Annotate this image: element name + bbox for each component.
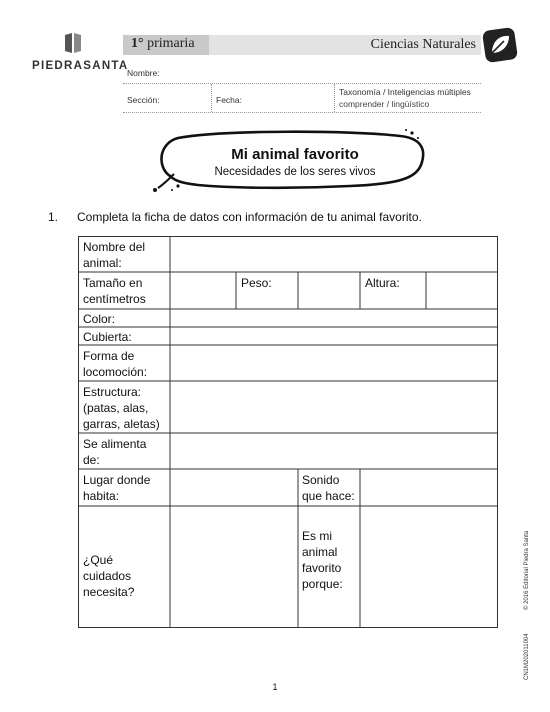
activity-subtitle: Necesidades de los seres vivos bbox=[214, 166, 376, 178]
locomotion-field-label: Forma de locomoción: bbox=[83, 349, 148, 379]
topic-label: Taxonomía / Inteligencias múltiples bbox=[339, 87, 471, 97]
care-field-label: ¿Qué cuidados necesita? bbox=[83, 553, 135, 599]
height-field-label: Altura: bbox=[365, 276, 400, 290]
page-number: 1 bbox=[272, 682, 278, 692]
date-label: Fecha: bbox=[216, 95, 242, 105]
favorite-reason-field-label: Es mi animal favorito porque: bbox=[302, 529, 343, 591]
grade-label: 1° primaria bbox=[131, 36, 195, 51]
activity-title: Mi animal favorito bbox=[231, 146, 359, 163]
name-field-label: Nombre del animal: bbox=[83, 240, 146, 270]
header-divider bbox=[123, 112, 481, 113]
habitat-field-label: Lugar donde habita: bbox=[83, 473, 151, 503]
food-field-label: Se alimenta de: bbox=[83, 437, 147, 467]
structure-field-label: Estructura: (patas, alas, garras, aletas) bbox=[83, 385, 160, 431]
publisher-logo-text: PIEDRASANTA bbox=[32, 60, 129, 72]
size-field-label: Tamaño en centímetros bbox=[83, 276, 146, 306]
header-divider bbox=[334, 84, 335, 112]
sound-field-label: Sonido que hace: bbox=[302, 473, 355, 503]
weight-field-label: Peso: bbox=[241, 276, 272, 290]
cover-field-label: Cubierta: bbox=[83, 330, 132, 344]
color-field-label: Color: bbox=[83, 312, 116, 326]
subject-label: Ciencias Naturales bbox=[370, 37, 476, 52]
instruction-number: 1. bbox=[48, 210, 59, 224]
book-logo-icon bbox=[64, 32, 82, 54]
name-label: Nombre: bbox=[127, 68, 160, 78]
header-divider bbox=[211, 84, 212, 112]
section-label: Sección: bbox=[127, 95, 160, 105]
leaf-icon bbox=[482, 27, 518, 63]
header-divider bbox=[123, 83, 481, 84]
instruction-text: Completa la ficha de datos con información de tu animal favorito. bbox=[77, 210, 422, 224]
copyright-text: © 2016 Editorial Piedra Santa bbox=[524, 530, 530, 610]
skills-label: comprender / lingüístico bbox=[339, 99, 430, 109]
document-code: CN1M202011004 bbox=[524, 633, 530, 680]
